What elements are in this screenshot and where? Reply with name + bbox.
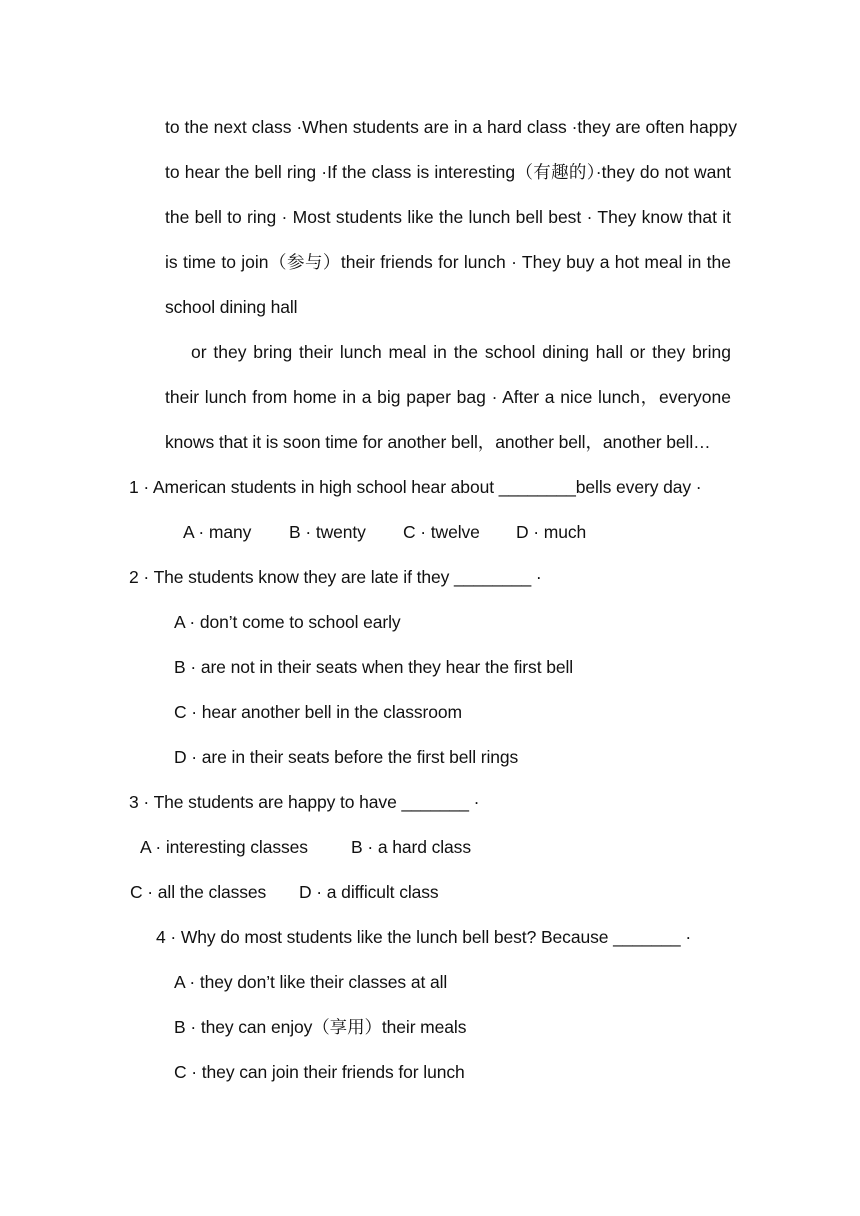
- passage-line: their lunch from home in a big paper bag · After a nice lunch，everyone: [165, 387, 731, 407]
- option-2a: A · don’t come to school early: [174, 612, 401, 632]
- option-4b: B · they can enjoy（享用）their meals: [174, 1017, 467, 1037]
- option-2d: D · are in their seats before the first bell rings: [174, 747, 519, 767]
- passage-line: the bell to ring · Most students like the lunch bell best · They know that it: [165, 207, 731, 227]
- option-3d: D · a difficult class: [299, 882, 439, 902]
- passage-line: to hear the bell ring ·If the class is interesting（有趣的）·they do not want: [165, 162, 731, 182]
- passage-line: to the next class ·When students are in a hard class ·they are often happy: [165, 117, 737, 137]
- passage-line: is time to join（参与）their friends for lunch · They buy a hot meal in the: [165, 252, 731, 272]
- passage-line: school dining hall: [165, 297, 298, 317]
- option-3c: C · all the classes: [130, 882, 267, 902]
- option-1a: A · many: [183, 522, 252, 542]
- question-stem-1: 1 · American students in high school hear about ________bells every day ·: [129, 477, 702, 497]
- option-2b: B · are not in their seats when they hear the first bell: [174, 657, 574, 677]
- option-1c: C · twelve: [403, 522, 480, 542]
- passage-line: knows that it is soon time for another bell，another bell，another bell…: [165, 432, 711, 452]
- passage-line: or they bring their lunch meal in the school dining hall or they bring: [191, 342, 731, 362]
- option-2c: C · hear another bell in the classroom: [174, 702, 463, 722]
- option-1b: B · twenty: [289, 522, 366, 542]
- option-3b: B · a hard class: [351, 837, 471, 857]
- question-stem-2: 2 · The students know they are late if they ________ ·: [129, 567, 542, 587]
- option-3a: A · interesting classes: [140, 837, 308, 857]
- option-4a: A · they don’t like their classes at all: [174, 972, 448, 992]
- question-stem-3: 3 · The students are happy to have _______ ·: [129, 792, 480, 812]
- option-1d: D · much: [516, 522, 587, 542]
- option-4c: C · they can join their friends for lunch: [174, 1062, 465, 1082]
- question-stem-4: 4 · Why do most students like the lunch bell best? Because _______ ·: [156, 927, 692, 947]
